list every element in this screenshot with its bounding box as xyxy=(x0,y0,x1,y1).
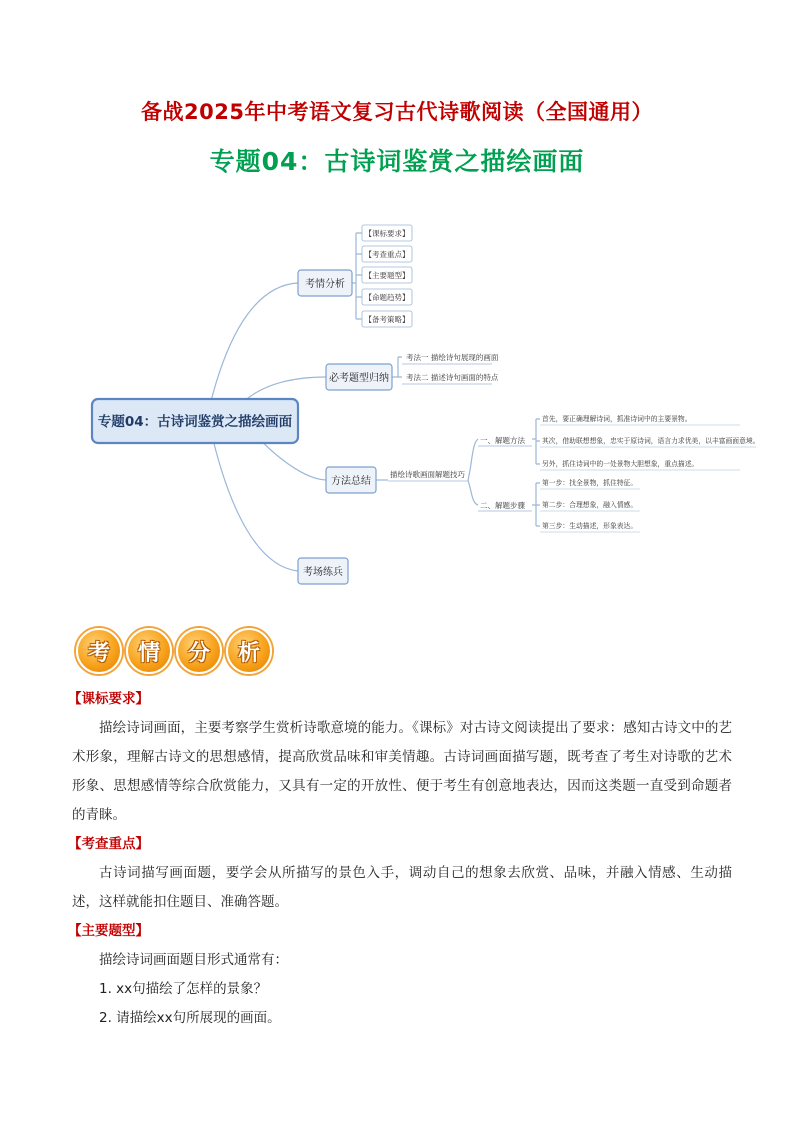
section-heading: 【课标要求】 xyxy=(68,691,149,707)
induction-item: 考法一 描绘诗句展现的画面 xyxy=(406,353,499,362)
document-subtitle: 专题04：古诗词鉴赏之描绘画面 xyxy=(209,147,585,176)
mind-map xyxy=(0,215,794,595)
method-sub-label: 描绘诗歌画面解题技巧 xyxy=(390,470,465,479)
branch-practice: 考场练兵 xyxy=(303,567,343,578)
method-step: 其次，借助联想想象，忠实于原诗词，语言力求优美，以丰富画面意境。 xyxy=(542,437,760,445)
method-group: 二、解题步骤 xyxy=(480,501,525,510)
connector-root-practice xyxy=(210,427,298,571)
method-step: 另外，抓住诗词中的一处景物大胆想象，重点描述。 xyxy=(542,460,699,468)
badge-char: 考 xyxy=(76,628,122,674)
badge-char: 情 xyxy=(126,628,172,674)
method-step: 第一步：找全景物，抓住特征。 xyxy=(542,479,638,487)
section-badge xyxy=(76,628,272,674)
paragraph: 古诗词描写画面题，要学会从所描写的景色入手，调动自己的想象去欣赏、品味，并融入情感、生动描述，这样就能扣住题目、准确答题。 xyxy=(72,865,732,910)
analysis-item: 【命题趋势】 xyxy=(364,293,410,302)
method-step: 第三步：生动描述，形象表达。 xyxy=(542,522,638,530)
analysis-item: 【考查重点】 xyxy=(364,250,410,259)
badge-char: 析 xyxy=(226,628,272,674)
document-title: 备战2025年中考语文复习古代诗歌阅读（全国通用） xyxy=(141,100,653,124)
list-item: 1. xx句描绘了怎样的景象？ xyxy=(99,981,268,997)
root-node-label: 专题04：古诗词鉴赏之描绘画面 xyxy=(97,414,293,430)
badge-char: 分 xyxy=(176,628,222,674)
section-heading: 【主要题型】 xyxy=(68,923,149,939)
method-group: 一、解题方法 xyxy=(480,436,525,445)
document-body xyxy=(68,685,732,1033)
branch-method: 方法总结 xyxy=(331,476,371,487)
connector-root-analysis xyxy=(210,283,298,405)
analysis-item: 【课标要求】 xyxy=(364,229,410,238)
analysis-item: 【备考策略】 xyxy=(364,315,410,324)
analysis-items xyxy=(362,225,412,327)
method-step: 首先，要正确理解诗词，抓准诗词中的主要景物。 xyxy=(542,415,692,423)
paragraph: 描绘诗词画面，主要考察学生赏析诗歌意境的能力。《课标》对古诗文阅读提出了要求：感知古诗文中的艺术形象，理解古诗文的思想感情，提高欣赏品味和审美情趣。古诗词画面描写题，既考查了考生对诗歌的艺术形象、思想感情等综合欣赏能力，又具有一定的开放性、便于考生有创意地表达，因而这类题一直受到命题者的青睐。 xyxy=(72,720,732,823)
section-heading: 【考查重点】 xyxy=(68,836,149,852)
list-item: 2. 请描绘xx句所展现的画面。 xyxy=(99,1010,281,1026)
method-step: 第二步：合理想象，融入情感。 xyxy=(542,501,638,509)
analysis-item: 【主要题型】 xyxy=(364,271,410,280)
paragraph: 描绘诗词画面题目形式通常有： xyxy=(99,952,288,968)
branch-induction: 必考题型归纳 xyxy=(329,373,389,384)
induction-item: 考法二 描述诗句画面的特点 xyxy=(406,373,499,382)
branch-analysis: 考情分析 xyxy=(305,279,345,290)
